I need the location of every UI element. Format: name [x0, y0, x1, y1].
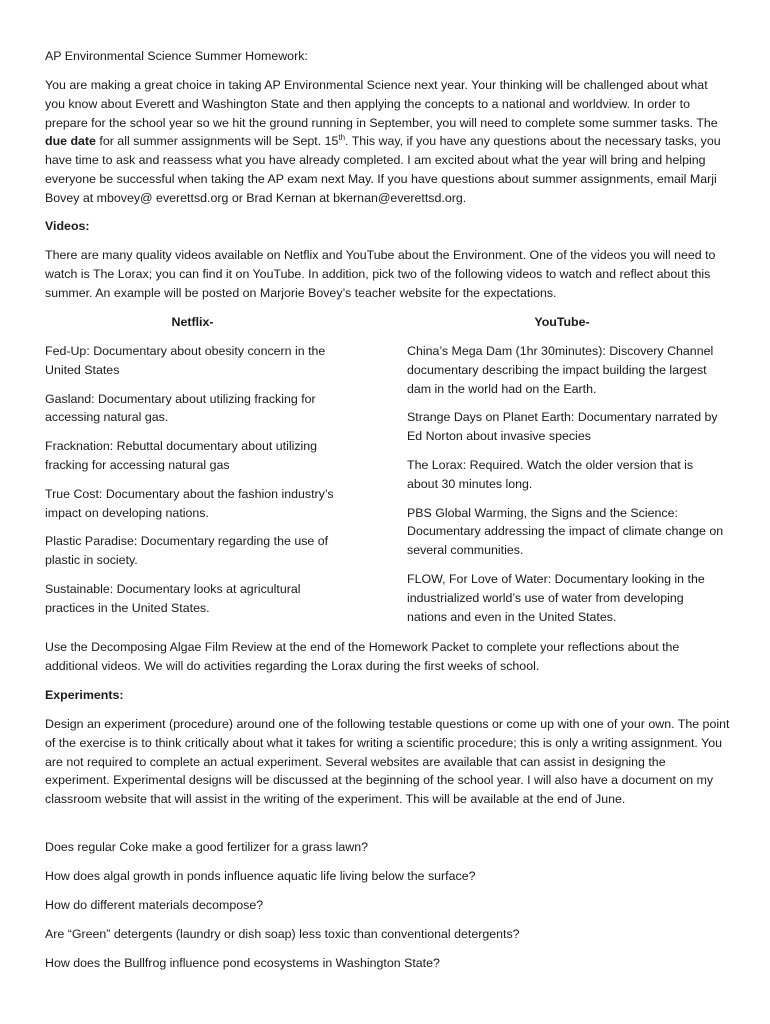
netflix-list [45, 342, 345, 618]
videos-heading: Videos: [45, 219, 90, 233]
question-item: Are “Green” detergents (laundry or dish soap) less toxic than conventional detergents? [45, 927, 520, 941]
youtube-heading: YouTube- [534, 315, 590, 329]
intro-text-3: . This way, if you have any questions about the necessary tasks, you have time to ask and reassess what you have already completed. I am excited about what the year will bring and helping everyone be successful when taking the AP exam next May. If you have questions about summer assignments, email Marji Bovey at mbovey@ everettsd.org or Brad Kernan at bkernan@everettsd.org. [45, 134, 721, 205]
list-item: The Lorax: Required. Watch the older version that is about 30 minutes long. [407, 457, 694, 491]
videos-intro: There are many quality videos available on Netflix and YouTube about the Environment. One of the videos you will need to watch is The Lorax; you can find it on YouTube. In addition, pick two of the following videos to watch and reflect about this summer. An example will be posted on Marjorie Bovey’s teacher website for the expectations. [45, 248, 716, 300]
list-item: Strange Days on Planet Earth: Documentary narrated by Ed Norton about invasive species [407, 410, 718, 444]
experiments-heading: Experiments: [45, 688, 124, 702]
question-item: How do different materials decompose? [45, 898, 264, 912]
intro-text-1: You are making a great choice in taking AP Environmental Science next year. Your thinking will be challenged about what you know about Everett and Washington State and then applying the concepts to a national and worldview. In order to prepare for the school year so we hit the ground running in September, you will need to complete some summer tasks. The [45, 78, 718, 130]
list-item: Fed-Up: Documentary about obesity concern in the United States [45, 344, 326, 377]
youtube-list [407, 342, 727, 626]
list-item: True Cost: Documentary about the fashion industry’s impact on developing nations. [45, 486, 334, 520]
intro-text-2: for all summer assignments will be Sept. 15 [95, 134, 339, 149]
question-item: Does regular Coke make a good fertilizer for a grass lawn? [45, 840, 368, 854]
list-item: Plastic Paradise: Documentary regarding the use of plastic in society. [45, 534, 329, 568]
list-item: Fracknation: Rebuttal documentary about utilizing fracking for accessing natural gas [45, 439, 318, 472]
intro-paragraph [45, 76, 730, 208]
netflix-heading: Netflix- [171, 315, 214, 329]
question-item: How does the Bullfrog influence pond ecosystems in Washington State? [45, 956, 440, 970]
list-item: Gasland: Documentary about utilizing fracking for accessing natural gas. [45, 391, 316, 425]
list-item: PBS Global Warming, the Signs and the Science: Documentary addressing the impact of climate change on several communities. [407, 505, 724, 558]
list-item: China’s Mega Dam (1hr 30minutes): Discovery Channel documentary describing the impact building the largest dam in the world had on the Earth. [407, 344, 714, 396]
youtube-column-header [407, 313, 717, 332]
list-item: FLOW, For Love of Water: Documentary looking in the industrialized world’s use of water from developing nations and even in the United States. [407, 571, 705, 624]
due-date-label: due date [45, 134, 96, 149]
document-title: AP Environmental Science Summer Homework: [45, 49, 308, 63]
netflix-column-header [45, 313, 340, 332]
videos-closing: Use the Decomposing Algae Film Review at the end of the Homework Packet to complete your reflections about the additional videos. We will do activities regarding the Lorax during the first weeks of school. [45, 640, 680, 673]
list-item: Sustainable: Documentary looks at agricultural practices in the United States. [45, 581, 301, 615]
date-superscript: th [338, 133, 346, 143]
question-item: How does algal growth in ponds influence aquatic life living below the surface? [45, 869, 476, 883]
experiments-intro: Design an experiment (procedure) around one of the following testable questions or come up with one of your own. The point of the exercise is to think critically about what it takes for writing a scientific procedure; this is only a writing assignment. You are not required to complete an actual experiment. Several websites are available that can assist in designing the experiment. Experimental designs will be discussed at the beginning of the school year. I will also have a document on my classroom website that will assist in the writing of the experiment. This will be available at the end of June. [45, 717, 730, 807]
